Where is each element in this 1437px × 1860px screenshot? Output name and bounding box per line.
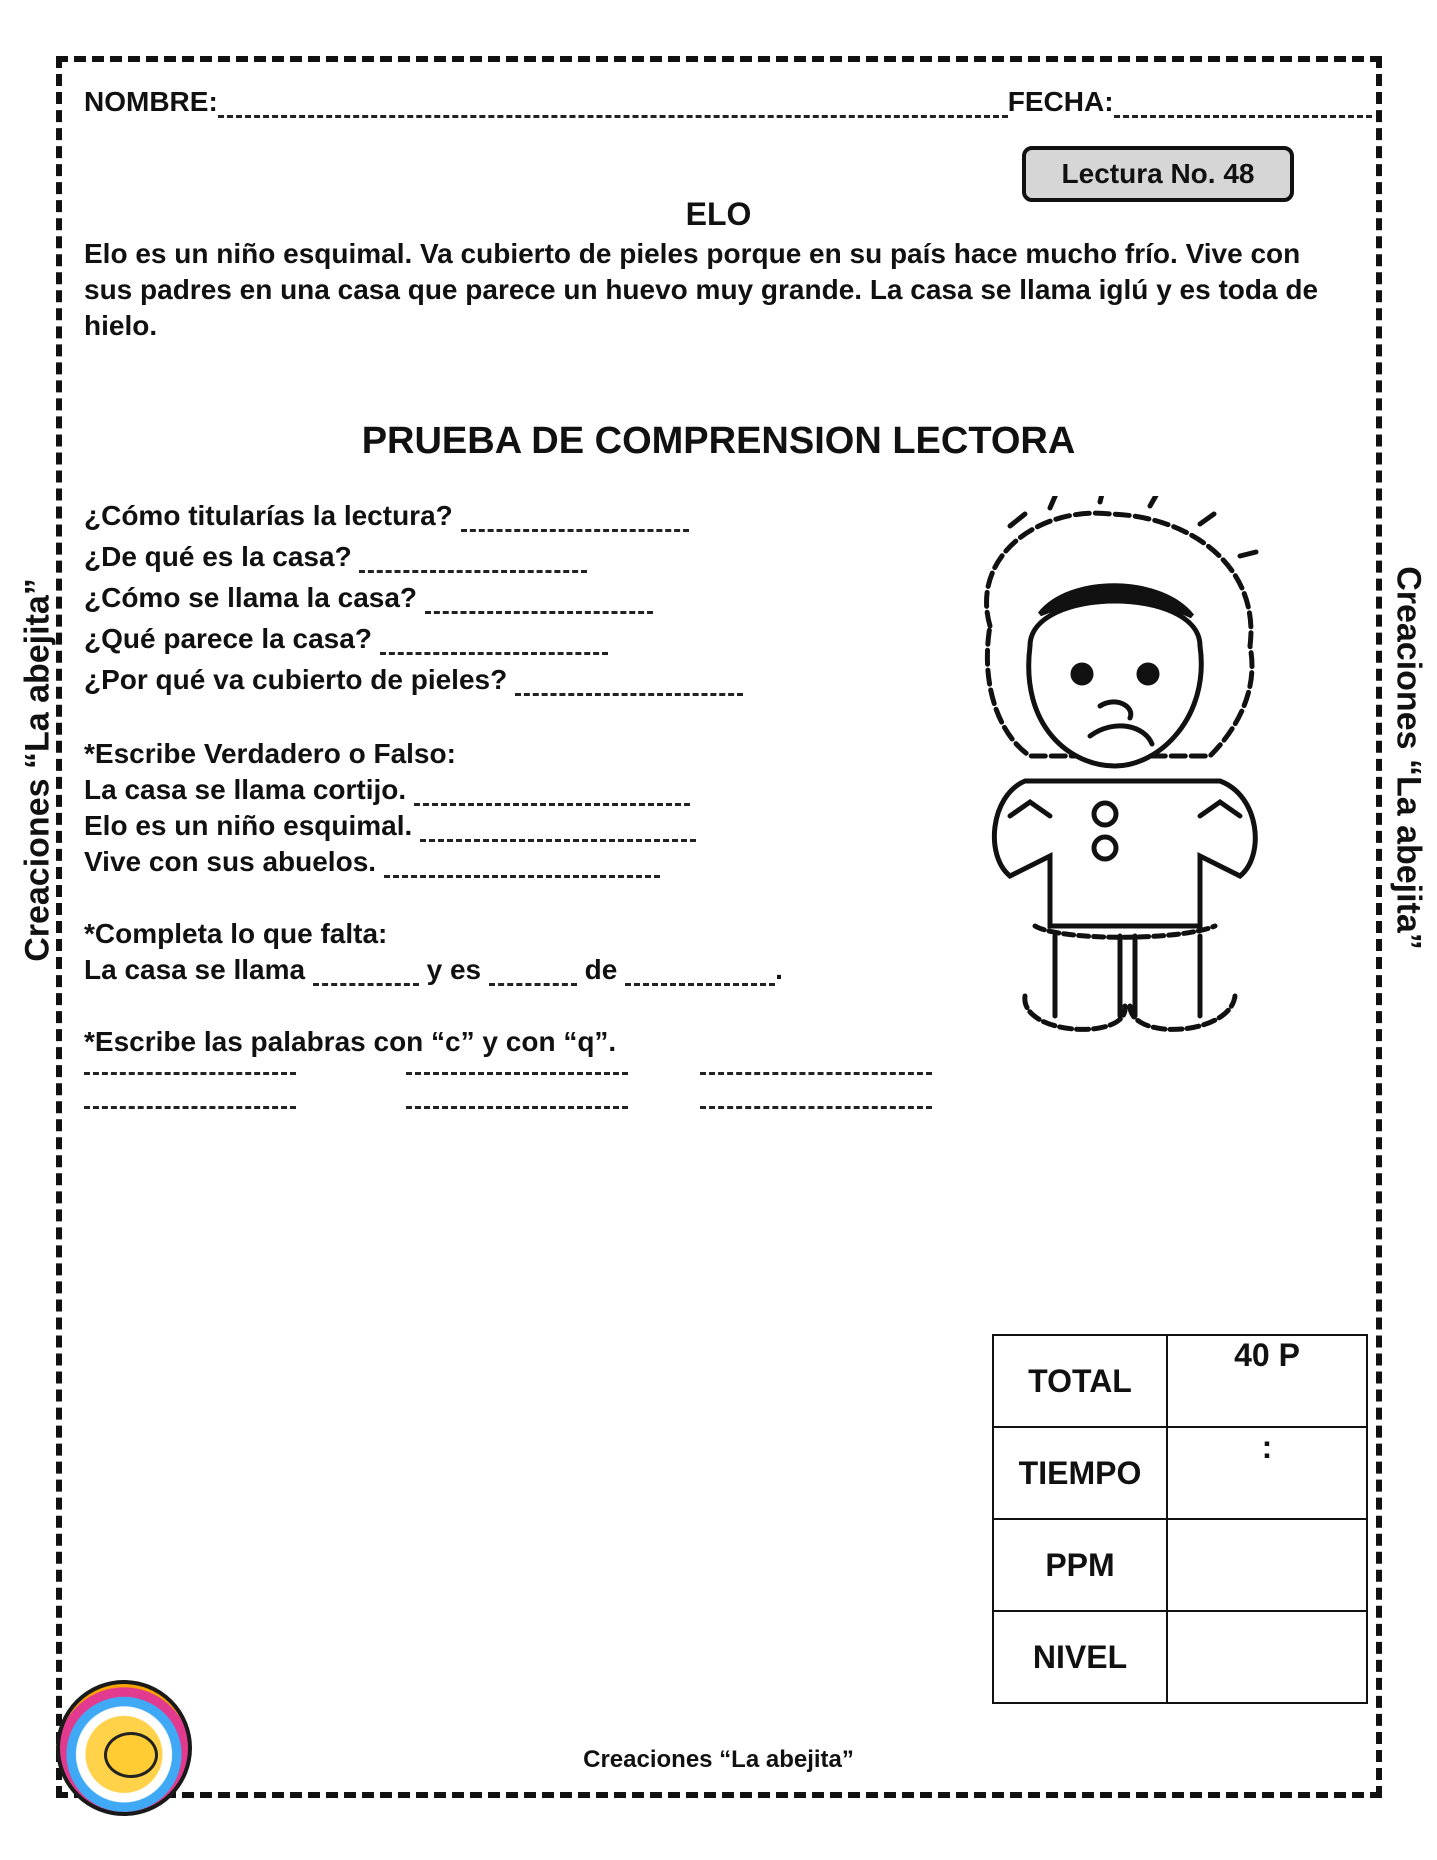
- reading-number-badge: Lectura No. 48: [1022, 146, 1294, 202]
- words-heading: *Escribe las palabras con “c” y con “q”.: [84, 1026, 617, 1057]
- answer-field[interactable]: [425, 611, 653, 614]
- side-text-right: Creaciones “La abejita”: [1389, 566, 1428, 950]
- question-3: ¿Cómo se llama la casa?: [84, 582, 653, 614]
- blank-field[interactable]: [489, 983, 577, 986]
- row-label: TOTAL: [993, 1335, 1167, 1427]
- word-field[interactable]: [406, 1106, 628, 1109]
- answer-field[interactable]: [515, 693, 743, 696]
- test-title: PRUEBA DE COMPRENSION LECTORA: [361, 420, 1076, 462]
- answer-field[interactable]: [461, 529, 689, 532]
- answer-field[interactable]: [384, 875, 660, 878]
- name-field[interactable]: [218, 115, 1008, 118]
- table-row: [993, 1611, 1367, 1703]
- row-value[interactable]: [1167, 1519, 1367, 1611]
- true-false-2: Elo es un niño esquimal.: [84, 810, 696, 842]
- date-label: FECHA:: [1007, 86, 1114, 117]
- side-text-left: Creaciones “La abejita”: [18, 578, 57, 962]
- word-field[interactable]: [406, 1072, 628, 1075]
- date-field[interactable]: [1114, 115, 1372, 118]
- row-label: PPM: [993, 1519, 1167, 1611]
- true-false-1: La casa se llama cortijo.: [84, 774, 690, 806]
- row-label: NIVEL: [993, 1611, 1167, 1703]
- table-row: [993, 1427, 1367, 1519]
- table-row: [993, 1335, 1367, 1427]
- word-field[interactable]: [84, 1072, 296, 1075]
- complete-heading: *Completa lo que falta:: [84, 918, 388, 949]
- answer-field[interactable]: [420, 839, 696, 842]
- story-title: ELO: [685, 196, 752, 232]
- blank-field[interactable]: [625, 983, 775, 986]
- true-false-heading: *Escribe Verdadero o Falso:: [84, 738, 456, 769]
- question-2: ¿De qué es la casa?: [84, 541, 587, 573]
- eskimo-child-illustration: [930, 496, 1310, 1056]
- row-value[interactable]: :: [1167, 1427, 1367, 1519]
- row-value[interactable]: 40 P: [1167, 1335, 1367, 1427]
- answer-field[interactable]: [359, 570, 587, 573]
- question-4: ¿Qué parece la casa?: [84, 623, 608, 655]
- name-label: NOMBRE:: [84, 86, 218, 117]
- row-label: TIEMPO: [993, 1427, 1167, 1519]
- table-row: [993, 1519, 1367, 1611]
- story-text: Elo es un niño esquimal. Va cubierto de pieles porque en su país hace mucho frío. Vive con sus padres en una casa que parece un huevo muy grande. La casa se llama iglú y es toda de hielo.: [84, 238, 1319, 341]
- answer-field[interactable]: [414, 803, 690, 806]
- word-field[interactable]: [700, 1072, 932, 1075]
- score-table: [992, 1334, 1368, 1704]
- blank-field[interactable]: [313, 983, 419, 986]
- true-false-3: Vive con sus abuelos.: [84, 846, 660, 878]
- footer-text: Creaciones “La abejita”: [583, 1746, 854, 1773]
- question-1: ¿Cómo titularías la lectura?: [84, 500, 689, 532]
- header-line: [84, 86, 1340, 118]
- row-value[interactable]: [1167, 1611, 1367, 1703]
- word-field[interactable]: [84, 1106, 296, 1109]
- complete-sentence: La casa se llama y es de .: [84, 954, 783, 985]
- word-field[interactable]: [700, 1106, 932, 1109]
- question-5: ¿Por qué va cubierto de pieles?: [84, 664, 743, 696]
- answer-field[interactable]: [380, 652, 608, 655]
